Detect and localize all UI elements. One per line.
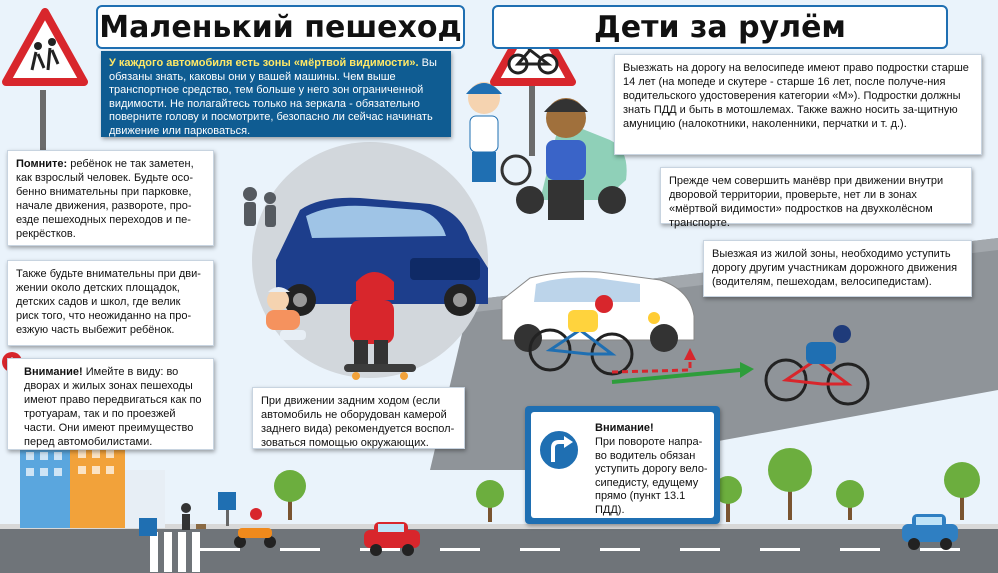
blind-zone-heading: У каждого автомобиля есть зоны «мёртвой видимости». xyxy=(109,57,419,69)
remember-body: ребёнок не так заметен, как взрослый человек. Будьте осо-бенно внимательны при парковке, начале движения, развороте, про-езде пешеходных переходов и пе-рекрёстков. xyxy=(16,158,194,240)
child-with-bicycle xyxy=(466,82,530,184)
left-sign-pole xyxy=(40,90,46,150)
age-rules-body: Выезжать на дорогу на велосипеде имеют право подростки старше 14 лет (на мопеде и скутере - старше 16 лет, после получе-ния водительского удостоверения категории «М»). Подростки должны знать ПДД и быть в мотошлемах. Также важно носить за-щитную амуницию (налокотники, наколенники, перчатки и т. д.). xyxy=(623,62,969,130)
reverse-body: При движении задним ходом (если автомобиль не оборудован камерой заднего вида) рекомендуется воспол-зоваться помощью окружающих. xyxy=(261,395,455,449)
careful-note xyxy=(7,260,214,346)
reverse-note xyxy=(252,387,465,449)
blind-zone-panel xyxy=(101,51,451,137)
right-sign-pole xyxy=(529,86,535,156)
left-title: Маленький пешеход xyxy=(96,5,465,49)
maneuver-note xyxy=(660,167,972,229)
careful-body: Также будьте внимательны при дви-жении около детских площадок, детских садов и школ, где велик риск того, что неожиданно на про-езжую часть выбежит ребёнок. xyxy=(16,268,201,336)
attention-left-body: Имейте в виду: во дворах и жилых зонах пешеходы имеют право передвигаться как по тротуарам, так и по проезжей части. Они имеют преимущество перед автомобилистами. xyxy=(24,366,202,448)
age-rules-note xyxy=(614,54,982,155)
blind-zone-body: Вы обязаны знать, каковы они у вашей машины. Чем выше транспортное средство, тем больше у него зон ограниченной видимости. Не полагайтесь только на зеркала - обязательно поверните голову и посмотрите, безопасно ли сейчас начинать движение или парковаться. xyxy=(109,57,437,137)
right-turn-sign-icon xyxy=(537,428,581,472)
yield-body: Выезжая из жилой зоны, необходимо уступить дорогу другим участникам дорожного движения (водителям, пешеходам, велосипедистам). xyxy=(712,248,958,288)
yield-note xyxy=(703,240,972,297)
remember-note xyxy=(7,150,214,246)
right-title: Дети за рулём xyxy=(492,5,948,49)
remember-label: Помните: xyxy=(16,158,68,170)
attention-left-label: Внимание! xyxy=(24,366,83,378)
attention-right-body: При повороте напра-во водитель обязан уступить дорогу вело-сипедисту, едущему прямо (пункт 13.1 ПДД). xyxy=(595,436,708,516)
attention-left-note xyxy=(7,358,214,450)
attention-right-panel xyxy=(525,406,720,524)
attention-right-inner xyxy=(531,412,714,518)
attention-right-label: Внимание! xyxy=(595,422,654,434)
children-warning-sign xyxy=(2,8,88,88)
maneuver-body: Прежде чем совершить манёвр при движении внутри дворовой территории, проверьте, нет ли в зонах «мёртвой видимости» подростков на двухколёсном транспорте. xyxy=(669,175,944,229)
